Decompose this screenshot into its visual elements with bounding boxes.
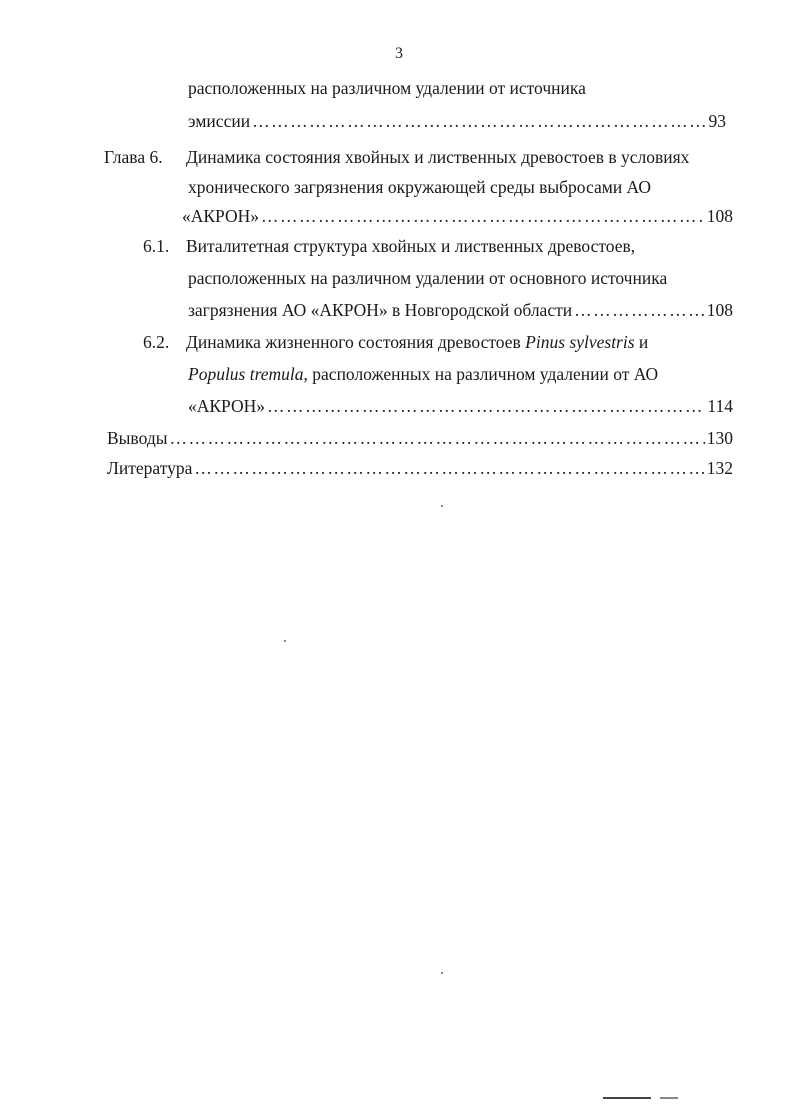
toc-entry-last-line[interactable]	[188, 109, 726, 133]
toc-page-number: 93	[708, 111, 726, 131]
scan-speck	[441, 505, 443, 507]
toc-entry-conclusions[interactable]	[107, 426, 733, 450]
toc-entry-text: хронического загрязнения окружающей среды выбросами АО	[188, 177, 651, 197]
toc-page-number: 114	[707, 396, 733, 416]
toc-entry-text: расположенных на различном удалении от основного источника	[188, 268, 668, 288]
toc-page-number: 108	[706, 206, 733, 226]
dot-leader	[267, 394, 705, 418]
text-run: Динамика жизненного состояния древостоев	[186, 332, 526, 352]
toc-entry-text: Виталитетная структура хвойных и лиственных древостоев,	[186, 236, 636, 256]
toc-page-number: 130	[706, 428, 733, 448]
toc-entry-label: Выводы	[107, 428, 168, 448]
scan-line-mark	[603, 1097, 651, 1099]
toc-page-number: 108	[706, 300, 733, 320]
section-number: 6.2.	[143, 332, 170, 352]
toc-entry-literature[interactable]	[107, 456, 733, 480]
species-name: Populus tremula	[188, 364, 304, 384]
toc-entry-label: эмиссии	[188, 111, 251, 131]
page-number: 3	[395, 45, 403, 62]
dot-leader	[261, 204, 705, 228]
dot-leader	[252, 109, 706, 133]
dot-leader	[169, 426, 704, 450]
toc-entry-label: «АКРОН»	[188, 396, 266, 416]
toc-entry-text	[188, 362, 658, 386]
toc-entry-last-line[interactable]	[188, 394, 733, 418]
text-run: и	[634, 332, 649, 352]
toc-entry-label: загрязнения АО «АКРОН» в Новгородской области	[188, 300, 573, 320]
scan-line-mark	[660, 1097, 678, 1099]
toc-entry-label: «АКРОН»	[182, 206, 260, 226]
toc-entry-text: расположенных на различном удалении от источника	[188, 78, 586, 98]
toc-entry-label: Литература	[107, 458, 193, 478]
scan-speck	[284, 640, 286, 642]
scan-speck	[441, 972, 443, 974]
toc-entry-text	[186, 330, 648, 354]
toc-entry-text: Динамика состояния хвойных и лиственных древостоев в условиях	[186, 147, 690, 167]
toc-page-number: 132	[706, 458, 733, 478]
species-name: Pinus sylvestris	[525, 332, 635, 352]
chapter-number: Глава 6.	[104, 147, 163, 167]
section-number: 6.1.	[143, 236, 170, 256]
toc-entry-last-line[interactable]	[188, 298, 733, 322]
dot-leader	[574, 298, 705, 322]
dot-leader	[194, 456, 704, 480]
text-run: , расположенных на различном удалении от АО	[303, 364, 659, 384]
toc-entry-last-line[interactable]	[182, 204, 733, 228]
